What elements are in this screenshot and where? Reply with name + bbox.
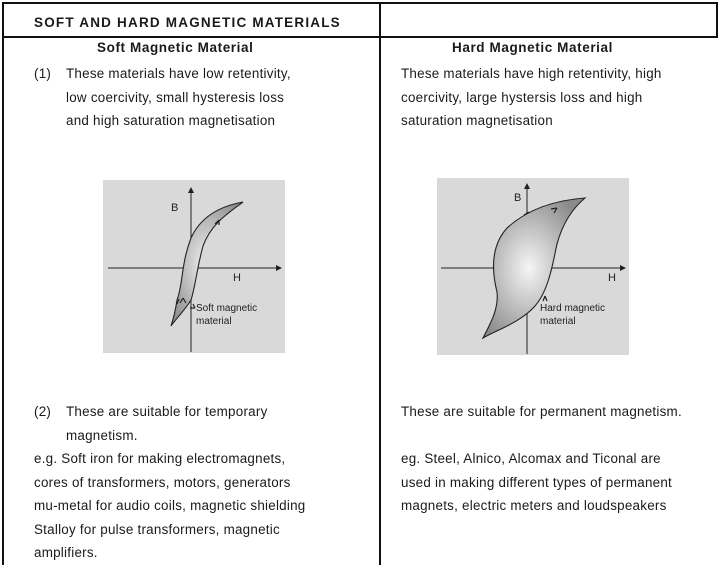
soft-usage-line: magnetism.	[66, 427, 138, 443]
hard-properties-line: These materials have high retentivity, high	[401, 66, 662, 81]
soft-column-heading: Soft Magnetic Material	[97, 40, 254, 55]
table-title: SOFT AND HARD MAGNETIC MATERIALS	[34, 15, 341, 30]
soft-example-line: e.g. Soft iron for making electromagnets,	[34, 451, 286, 466]
table-left-border	[2, 2, 4, 565]
hard-properties-line: saturation magnetisation	[401, 113, 553, 128]
hard-b-axis-label: B	[514, 192, 522, 204]
soft-usage-line: These are suitable for temporary	[66, 404, 268, 419]
hard-example-line: magnets, electric meters and loudspeakers	[401, 498, 667, 513]
soft-figure-caption: material	[196, 316, 232, 327]
hard-example-line: used in making different types of permanent	[401, 474, 673, 490]
hard-column-heading: Hard Magnetic Material	[452, 40, 613, 55]
soft-h-axis-label: H	[233, 272, 241, 284]
column-divider	[379, 2, 381, 565]
table-right-border	[716, 2, 718, 38]
hard-properties-line: coercivity, large hystersis loss and high	[401, 89, 643, 105]
hard-usage-line: These are suitable for permanent magnetism.	[401, 404, 682, 419]
soft-b-axis-label: B	[171, 202, 179, 214]
soft-hysteresis-loop-chart	[103, 180, 285, 353]
hard-hysteresis-loop-chart	[437, 178, 629, 355]
soft-example-line: cores of transformers, motors, generators	[34, 474, 291, 490]
hard-h-axis-label: H	[608, 272, 616, 284]
soft-hysteresis-figure	[103, 180, 285, 353]
soft-example-line: amplifiers.	[34, 545, 98, 560]
hard-hysteresis-figure	[437, 178, 629, 355]
soft-properties-line: These materials have low retentivity,	[66, 66, 291, 81]
hard-example-line: eg. Steel, Alnico, Alcomax and Ticonal are	[401, 451, 661, 466]
soft-figure-caption: Soft magnetic	[196, 303, 258, 314]
soft-properties-line: and high saturation magnetisation	[66, 113, 276, 128]
soft-properties-line: low coercivity, small hysteresis loss	[66, 89, 285, 105]
soft-example-line: Stalloy for pulse transformers, magnetic	[34, 521, 280, 537]
hard-figure-caption: material	[540, 316, 576, 327]
soft-example-line: mu-metal for audio coils, magnetic shielding	[34, 498, 306, 513]
loop-arrow-icon	[543, 296, 547, 301]
title-row-divider	[2, 36, 718, 38]
table-top-border	[2, 2, 718, 4]
soft-usage-number: (2)	[34, 404, 52, 419]
soft-properties-number: (1)	[34, 66, 52, 81]
hard-figure-caption: Hard magnetic	[540, 303, 606, 314]
